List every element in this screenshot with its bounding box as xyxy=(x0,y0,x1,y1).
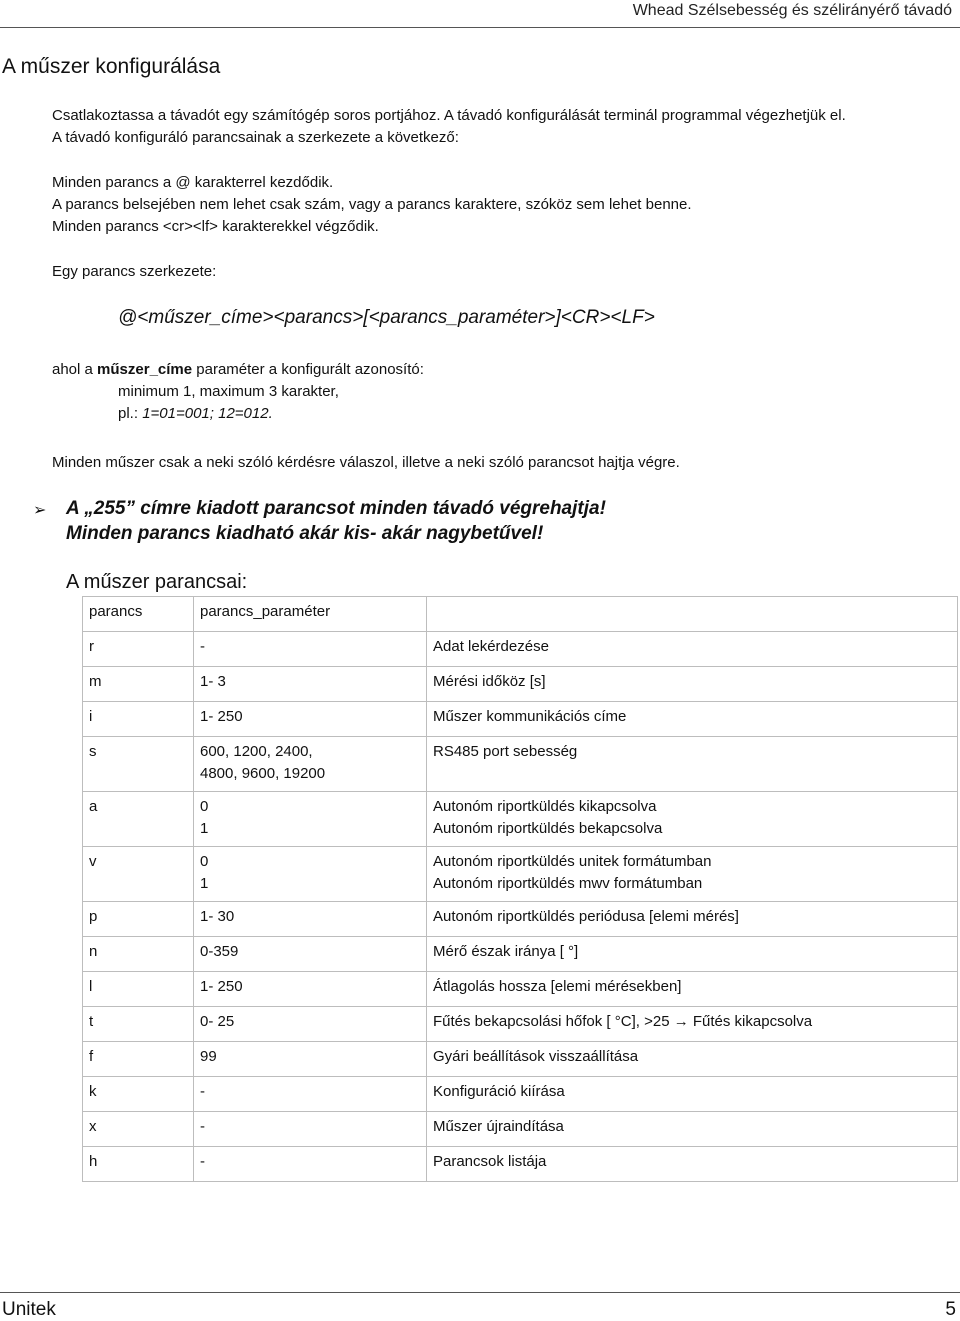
table-row xyxy=(83,902,958,937)
command-cell: m xyxy=(83,667,194,702)
rule-line-3: Minden parancs <cr><lf> karakterekkel végződik. xyxy=(52,218,379,235)
description-cell: Átlagolás hossza [elemi mérésekben] xyxy=(427,972,958,1007)
description-cell: Autonóm riportküldés periódusa [elemi mérés] xyxy=(427,902,958,937)
notice-line-2: Minden parancs kiadható akár kis- akár nagybetűvel! xyxy=(66,523,544,544)
command-cell: p xyxy=(83,902,194,937)
command-cell: f xyxy=(83,1042,194,1077)
command-syntax: @<műszer_címe><parancs>[<parancs_paraméter>]<CR><LF> xyxy=(118,307,655,328)
address-note-example: 1=01=001; 12=012. xyxy=(142,405,273,422)
footer-company: Unitek xyxy=(2,1299,56,1320)
header-divider xyxy=(0,27,960,28)
section-title: A műszer konfigurálása xyxy=(2,55,221,78)
header-cell-parameter: parancs_paraméter xyxy=(194,597,427,632)
table-row xyxy=(83,1147,958,1182)
command-cell: t xyxy=(83,1007,194,1042)
command-cell: r xyxy=(83,632,194,667)
command-cell: a xyxy=(83,792,194,847)
address-note-example-prefix: pl.: xyxy=(118,405,143,422)
table-row xyxy=(83,1042,958,1077)
table-row xyxy=(83,972,958,1007)
table-row xyxy=(83,1007,958,1042)
address-note-line-1 xyxy=(52,360,424,380)
parameter-cell: 1- 30 xyxy=(194,902,427,937)
response-note: Minden műszer csak a neki szóló kérdésre válaszol, illetve a neki szóló parancsot hajtja végre. xyxy=(52,454,680,471)
rule-line-2: A parancs belsejében nem lehet csak szám, vagy a parancs karaktere, szóköz sem lehet benne. xyxy=(52,196,692,213)
table-row xyxy=(83,847,958,902)
description-cell: Autonóm riportküldés kikapcsolva Autonóm riportküldés bekapcsolva xyxy=(427,792,958,847)
header-cell-description xyxy=(427,597,958,632)
command-cell: k xyxy=(83,1077,194,1112)
parameter-cell: - xyxy=(194,1077,427,1112)
description-cell: Parancsok listája xyxy=(427,1147,958,1182)
description-cell: Autonóm riportküldés unitek formátumban Autonóm riportküldés mwv formátumban xyxy=(427,847,958,902)
table-row xyxy=(83,792,958,847)
intro-line-1: Csatlakoztassa a távadót egy számítógép soros portjához. A távadó konfigurálását terminál programmal végezhetjük el. xyxy=(52,107,846,124)
command-cell: l xyxy=(83,972,194,1007)
footer-divider xyxy=(0,1292,960,1293)
header-cell-command: parancs xyxy=(83,597,194,632)
table-row xyxy=(83,702,958,737)
description-cell: Fűtés bekapcsolási hőfok [ °C], >25 → Fűtés kikapcsolva xyxy=(427,1007,958,1042)
table-row xyxy=(83,1112,958,1147)
table-row xyxy=(83,632,958,667)
commands-heading: A műszer parancsai: xyxy=(66,571,248,593)
document-header-title: Whead Szélsebesség és szélirányérő távadó xyxy=(632,2,952,19)
arrow-bullet-icon: ➢ xyxy=(33,502,47,519)
rule-line-1: Minden parancs a @ karakterrel kezdődik. xyxy=(52,174,334,191)
command-cell: h xyxy=(83,1147,194,1182)
command-cell: i xyxy=(83,702,194,737)
table-row xyxy=(83,937,958,972)
address-note-prefix: ahol a xyxy=(52,361,98,378)
parameter-cell: - xyxy=(194,1112,427,1147)
parameter-cell: 0-359 xyxy=(194,937,427,972)
description-cell: RS485 port sebesség xyxy=(427,737,958,792)
commands-table xyxy=(82,596,958,1182)
address-note-term: műszer_címe xyxy=(97,361,193,378)
description-cell: Gyári beállítások visszaállítása xyxy=(427,1042,958,1077)
description-cell: Konfiguráció kiírása xyxy=(427,1077,958,1112)
address-note-line-2: minimum 1, maximum 3 karakter, xyxy=(118,383,339,400)
parameter-cell: 1- 250 xyxy=(194,702,427,737)
structure-label: Egy parancs szerkezete: xyxy=(52,263,217,280)
description-cell: Műszer újraindítása xyxy=(427,1112,958,1147)
parameter-cell: 0- 25 xyxy=(194,1007,427,1042)
description-cell: Műszer kommunikációs címe xyxy=(427,702,958,737)
command-cell: s xyxy=(83,737,194,792)
table-row xyxy=(83,1077,958,1112)
parameter-cell: - xyxy=(194,1147,427,1182)
table-row xyxy=(83,737,958,792)
page-number: 5 xyxy=(945,1299,956,1320)
description-cell: Mérési időköz [s] xyxy=(427,667,958,702)
intro-line-2: A távadó konfiguráló parancsainak a szerkezete a következő: xyxy=(52,129,459,146)
description-cell: Adat lekérdezése xyxy=(427,632,958,667)
description-cell: Mérő észak iránya [ °] xyxy=(427,937,958,972)
command-cell: v xyxy=(83,847,194,902)
parameter-cell: 0 1 xyxy=(194,847,427,902)
notice-line-1: A „255” címre kiadott parancsot minden távadó végrehajtja! xyxy=(66,498,606,519)
parameter-cell: 1- 250 xyxy=(194,972,427,1007)
table-row xyxy=(83,667,958,702)
parameter-cell: 99 xyxy=(194,1042,427,1077)
address-note-suffix: paraméter a konfigurált azonosító: xyxy=(192,361,424,378)
parameter-cell: 0 1 xyxy=(194,792,427,847)
parameter-cell: - xyxy=(194,632,427,667)
command-cell: n xyxy=(83,937,194,972)
address-note-line-3 xyxy=(118,404,273,424)
parameter-cell: 600, 1200, 2400, 4800, 9600, 19200 xyxy=(194,737,427,792)
parameter-cell: 1- 3 xyxy=(194,667,427,702)
table-header-row xyxy=(83,597,958,632)
command-cell: x xyxy=(83,1112,194,1147)
